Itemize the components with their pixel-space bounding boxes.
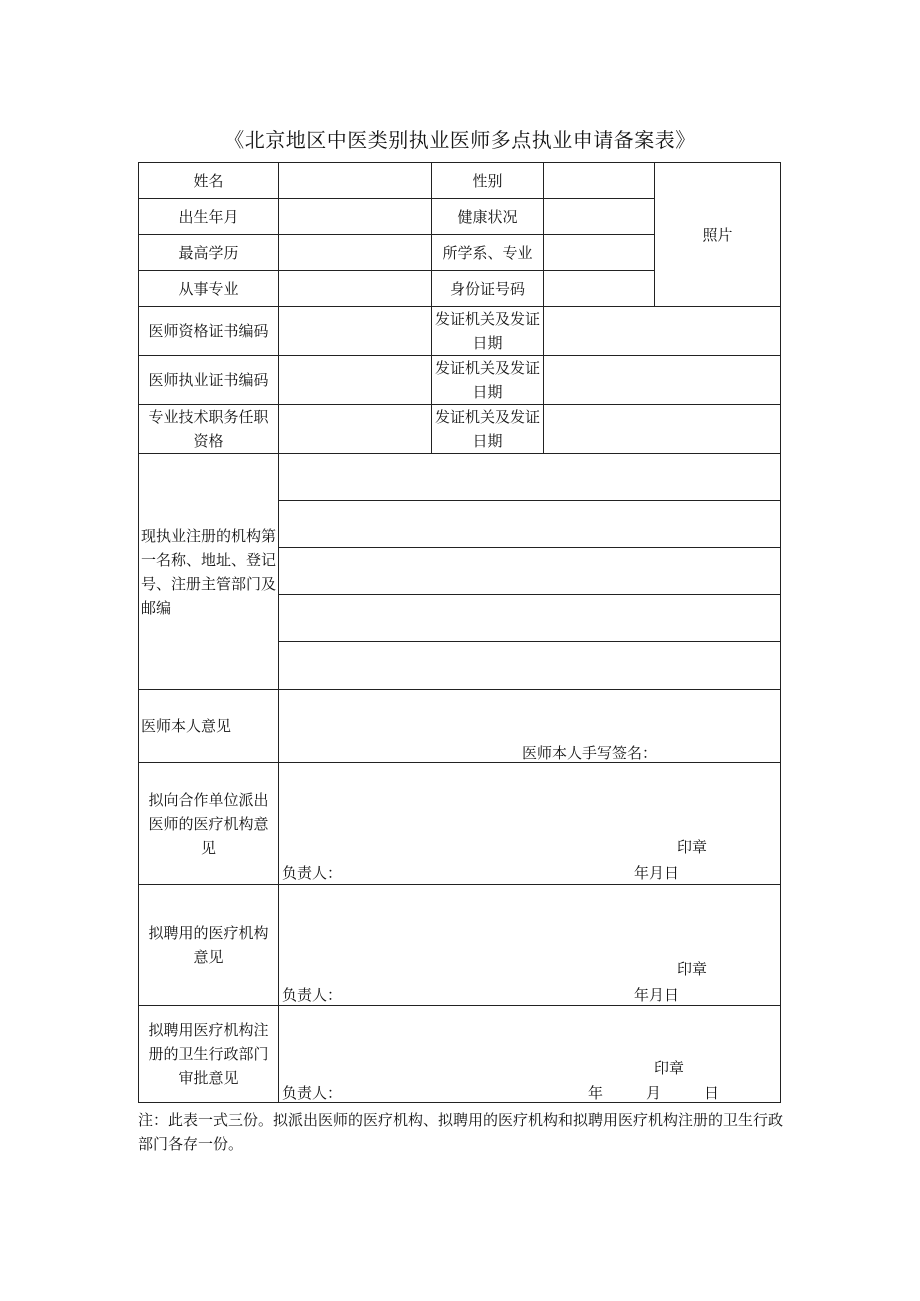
dispatching-opinion-field[interactable]	[278, 762, 781, 885]
practice-issuer-field[interactable]	[543, 355, 781, 405]
department-field[interactable]	[543, 234, 655, 271]
photo-box[interactable]	[654, 162, 781, 307]
label-department: 所学系、专业	[431, 234, 544, 271]
label-hiring-opinion: 拟聘用的医疗机构意见	[138, 884, 279, 1006]
label-education: 最高学历	[138, 234, 279, 271]
health-dept-year-label: 年	[588, 1084, 604, 1102]
institution-line-5[interactable]	[278, 641, 781, 690]
tech-title-field[interactable]	[278, 404, 432, 454]
photo-label: 照片	[702, 225, 733, 244]
hiring-date-label: 年月日	[634, 986, 680, 1004]
label-qualification-issuer: 发证机关及发证日期	[431, 306, 544, 356]
label-name: 姓名	[138, 162, 279, 199]
practice-cert-field[interactable]	[278, 355, 432, 405]
hiring-seal-label: 印章	[677, 960, 708, 978]
label-specialty: 从事专业	[138, 270, 279, 307]
label-health: 健康状况	[431, 198, 544, 235]
tech-issuer-field[interactable]	[543, 404, 781, 454]
gender-field[interactable]	[543, 162, 655, 199]
physician-signature-label: 医师本人手写签名：	[522, 744, 658, 762]
dispatching-responsible-label: 负责人：	[282, 864, 343, 882]
label-id-number: 身份证号码	[431, 270, 544, 307]
page-title: 《北京地区中医类别执业医师多点执业申请备案表》	[224, 128, 696, 152]
label-health-dept-opinion: 拟聘用医疗机构注册的卫生行政部门审批意见	[138, 1005, 279, 1103]
qualification-issuer-field[interactable]	[543, 306, 781, 356]
footnote: 注：此表一式三份。拟派出医师的医疗机构、拟聘用的医疗机构和拟聘用医疗机构注册的卫生行政部门各存一份。	[138, 1111, 784, 1153]
label-qualification-cert: 医师资格证书编码	[138, 306, 279, 356]
institution-line-3[interactable]	[278, 547, 781, 595]
health-dept-month-label: 月	[646, 1084, 662, 1102]
institution-line-4[interactable]	[278, 594, 781, 642]
name-field[interactable]	[278, 162, 432, 199]
label-tech-issuer: 发证机关及发证日期	[431, 404, 544, 454]
institution-line-1[interactable]	[278, 453, 781, 501]
label-tech-title: 专业技术职务任职资格	[138, 404, 279, 454]
dispatching-date-label: 年月日	[634, 864, 680, 882]
specialty-field[interactable]	[278, 270, 432, 307]
label-registered-institution: 现执业注册的机构第一名称、地址、登记号、注册主管部门及邮编	[138, 453, 279, 690]
qualification-cert-field[interactable]	[278, 306, 432, 356]
education-field[interactable]	[278, 234, 432, 271]
hiring-responsible-label: 负责人：	[282, 986, 343, 1004]
label-birth: 出生年月	[138, 198, 279, 235]
birth-field[interactable]	[278, 198, 432, 235]
label-practice-issuer: 发证机关及发证日期	[431, 355, 544, 405]
label-gender: 性别	[431, 162, 544, 199]
label-practice-cert: 医师执业证书编码	[138, 355, 279, 405]
health-dept-responsible-label: 负责人：	[282, 1084, 343, 1102]
health-dept-day-label: 日	[704, 1084, 720, 1102]
health-field[interactable]	[543, 198, 655, 235]
id-number-field[interactable]	[543, 270, 655, 307]
institution-line-2[interactable]	[278, 500, 781, 548]
label-dispatching-opinion: 拟向合作单位派出医师的医疗机构意见	[138, 762, 279, 885]
health-dept-seal-label: 印章	[654, 1059, 685, 1077]
label-physician-opinion: 医师本人意见	[138, 689, 279, 763]
dispatching-seal-label: 印章	[677, 838, 708, 856]
hiring-opinion-field[interactable]	[278, 884, 781, 1006]
